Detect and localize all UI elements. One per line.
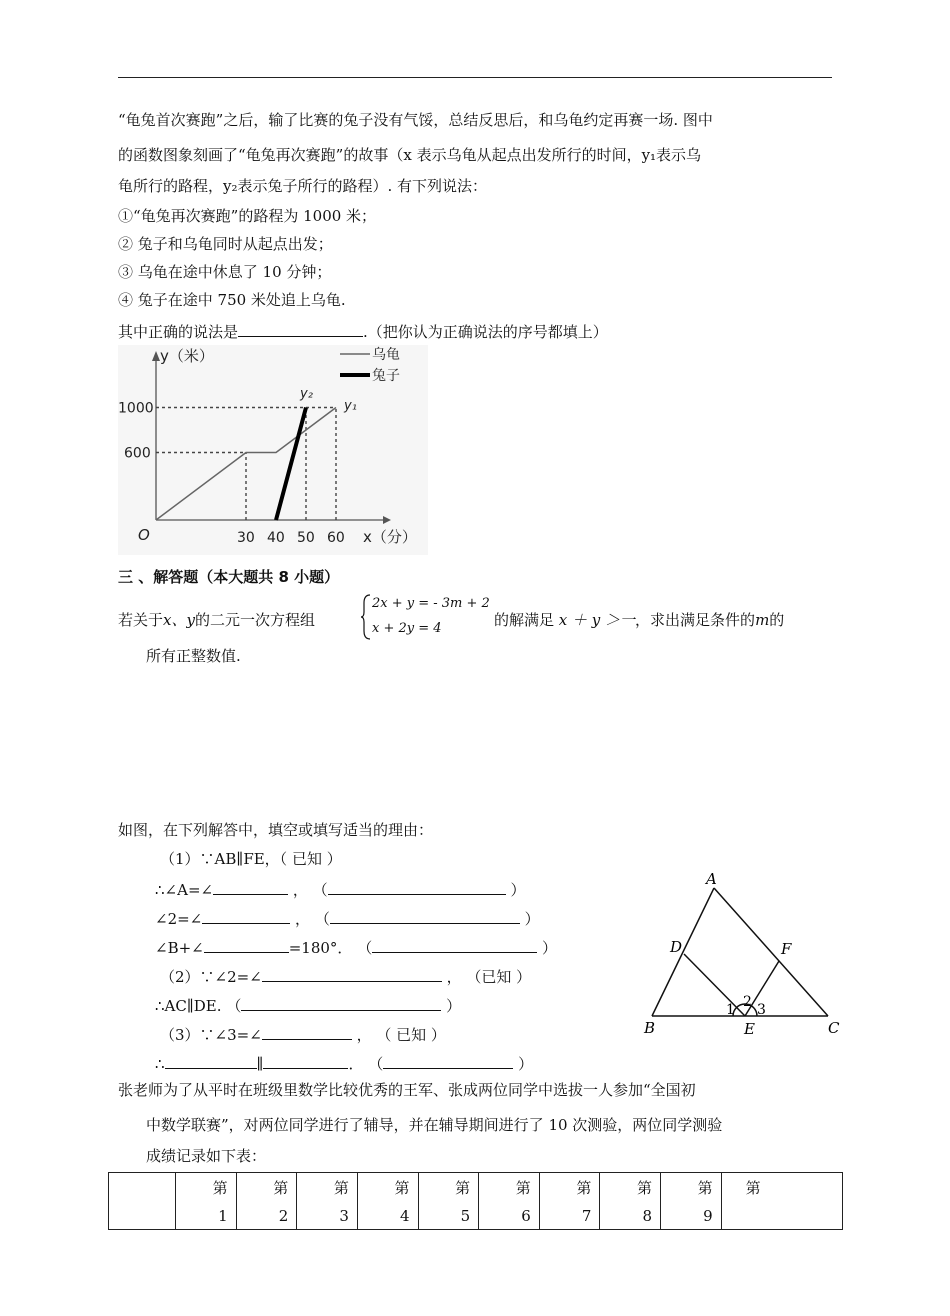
blank-reason-7[interactable] [383, 1052, 513, 1069]
l7-pre: ∴ [155, 1055, 165, 1073]
l5-rparen: ） [446, 997, 462, 1015]
answer-suffix: .（把你认为正确说法的序号都填上） [363, 323, 608, 341]
table-header-2: 第 2 [236, 1173, 297, 1230]
p3-line-angleB [155, 936, 557, 958]
side-AC [714, 888, 828, 1016]
blank-reason-1[interactable] [328, 878, 506, 895]
p2-cond: x ＋ y ＞一 [558, 611, 636, 629]
l7-lparen: （ [368, 1055, 384, 1073]
y-tick-1000: 1000 [118, 400, 154, 417]
table-header-6: 第 6 [479, 1173, 540, 1230]
p2-known: （已知 ） [466, 968, 532, 986]
system-brace [360, 593, 372, 641]
label-B: B [644, 1019, 656, 1037]
answer-line [118, 320, 608, 342]
table-header-3: 第 3 [297, 1173, 358, 1230]
l2-rparen: ） [524, 910, 540, 928]
l3-mid: =180°． [288, 939, 353, 957]
label-angle-3: 3 [757, 1002, 766, 1018]
l2-lparen: （ [314, 910, 330, 928]
l1-lparen: （ [312, 881, 328, 899]
answer-blank[interactable] [238, 320, 363, 337]
label-E: E [744, 1020, 755, 1038]
p2-vars: x、y [163, 611, 195, 629]
p3-pre: （3）∵∠3=∠ [160, 1026, 262, 1044]
p2-tail: 的 [769, 611, 785, 629]
table-header-10: 第 [721, 1173, 842, 1230]
scores-table [108, 1172, 843, 1230]
p3-known: （ 已知 ） [376, 1026, 446, 1044]
p3-step2 [160, 965, 531, 987]
label-F: F [781, 940, 792, 958]
table-header-7: 第 7 [539, 1173, 600, 1230]
table-header-1: 第 1 [176, 1173, 237, 1230]
l3-pre: ∠B+∠ [155, 939, 204, 957]
x-axis-label: x（分） [363, 528, 417, 546]
blank-reason-3[interactable] [372, 936, 537, 953]
p4-line3: 成绩记录如下表： [146, 1147, 267, 1165]
l3-lparen: （ [357, 939, 373, 957]
table-corner [109, 1173, 176, 1230]
blank-reason-5[interactable] [241, 994, 441, 1011]
statement-2: ② 兔子和乌龟同时从起点出发； [118, 235, 333, 253]
l3-rparen: ） [542, 939, 558, 957]
blank-angleA[interactable] [213, 878, 288, 895]
triangle-figure [640, 868, 850, 1038]
x-tick-60: 60 [327, 530, 345, 546]
l1-rparen: ） [510, 881, 526, 899]
blank-angle2[interactable] [202, 907, 290, 924]
series-label-y1: y₁ [344, 398, 357, 414]
p3-intro: 如图，在下列解答中，填空或填写适当的理由： [118, 821, 434, 839]
p2-m: m [755, 611, 770, 629]
label-angle-1: 1 [726, 1002, 735, 1018]
p2-cond-prefix: 的解满足 [494, 611, 555, 629]
race-chart [118, 345, 428, 555]
p2-pre: （2）∵∠2=∠ [160, 968, 262, 986]
label-A: A [706, 870, 717, 888]
blank-parallel-1[interactable] [165, 1052, 257, 1069]
p2-condition [494, 610, 784, 630]
header-rule [118, 77, 832, 78]
blank-reason-2[interactable] [330, 907, 520, 924]
p2-comma: ， [446, 968, 462, 986]
p3-comma: ， [356, 1026, 372, 1044]
blank-step3-angle[interactable] [262, 1023, 352, 1040]
y-tick-600: 600 [124, 445, 151, 462]
l5-pre: ∴AC∥DE. [155, 997, 222, 1015]
p2-cond-suffix: ，求出满足条件的 [635, 611, 756, 629]
blank-angleB[interactable] [204, 936, 289, 953]
l7-mid: ∥ [256, 1055, 264, 1073]
label-angle-2: 2 [743, 994, 752, 1010]
p3-line-angleA [155, 878, 525, 900]
p4-line2: 中数学联赛”，对两位同学进行了辅导，并在辅导期间进行了 10 次测验，两位同学测验 [146, 1116, 723, 1134]
l2-pre: ∠2=∠ [155, 910, 203, 928]
blank-step2-angle[interactable] [262, 965, 442, 982]
label-C: C [828, 1019, 840, 1037]
equation-1: 2x + y = - 3m + 2 [372, 596, 490, 611]
p4-line1: 张老师为了从平时在班级里数学比较优秀的王军、张成两位同学中选拔一人参加“全国初 [118, 1081, 696, 1099]
table-header-9: 第 9 [661, 1173, 722, 1230]
equation-2: x + 2y = 4 [372, 621, 442, 636]
segment-DE [684, 954, 745, 1016]
y-axis-label: y（米） [160, 347, 214, 365]
statement-1: ①“龟兔再次赛跑”的路程为 1000 米； [118, 207, 377, 225]
legend-label-2: 兔子 [372, 368, 400, 384]
p3-step1: （1）∵AB∥FE，（ 已知 ） [160, 850, 342, 868]
origin-label: O [138, 526, 150, 544]
p3-line-parallel [155, 1052, 533, 1074]
table-header-8: 第 8 [600, 1173, 661, 1230]
p2-prefix-text: 若关于 [118, 611, 164, 629]
label-D: D [670, 938, 683, 956]
p1-line1: “龟兔首次赛跑”之后，输了比赛的兔子没有气馁，总结反思后，和乌龟约定再赛一场. 图中 [118, 111, 713, 129]
p2-mid: 的二元一次方程组 [194, 611, 315, 629]
l1-comma: ， [292, 881, 308, 899]
p1-line2: 的函数图象刻画了“龟兔再次赛跑”的故事（x 表示乌龟从起点出发所行的时间，y₁表示乌 [118, 146, 702, 164]
p3-line-angle2 [155, 907, 540, 929]
p2-line2: 所有正整数值. [146, 647, 241, 665]
table-row [109, 1173, 843, 1230]
legend-label-1: 乌龟 [372, 347, 400, 363]
x-tick-30: 30 [237, 530, 255, 546]
l7-dot: ． [348, 1055, 364, 1073]
answer-prefix: 其中正确的说法是 [118, 323, 239, 341]
x-tick-50: 50 [297, 530, 315, 546]
section-heading: 三 、解答题（本大题共 8 小题） [118, 568, 340, 586]
statement-3: ③ 乌龟在途中休息了 10 分钟； [118, 263, 332, 281]
p2-prefix [118, 610, 315, 630]
l2-comma: ， [295, 910, 311, 928]
statement-4: ④ 兔子在途中 750 米处追上乌龟. [118, 291, 346, 309]
table-header-4: 第 4 [357, 1173, 418, 1230]
side-AB [652, 888, 714, 1016]
table-header-5: 第 5 [418, 1173, 479, 1230]
p3-step3 [160, 1023, 446, 1045]
blank-parallel-2[interactable] [263, 1052, 348, 1069]
l7-rparen: ） [518, 1055, 534, 1073]
l1-pre: ∴∠A=∠ [155, 881, 214, 899]
p3-line-ac-de [155, 994, 461, 1016]
series-label-y2: y₂ [300, 386, 313, 402]
p1-line3: 龟所行的路程，y₂表示兔子所行的路程）. 有下列说法： [118, 177, 488, 195]
x-tick-40: 40 [267, 530, 285, 546]
l5-lparen: （ [226, 997, 242, 1015]
